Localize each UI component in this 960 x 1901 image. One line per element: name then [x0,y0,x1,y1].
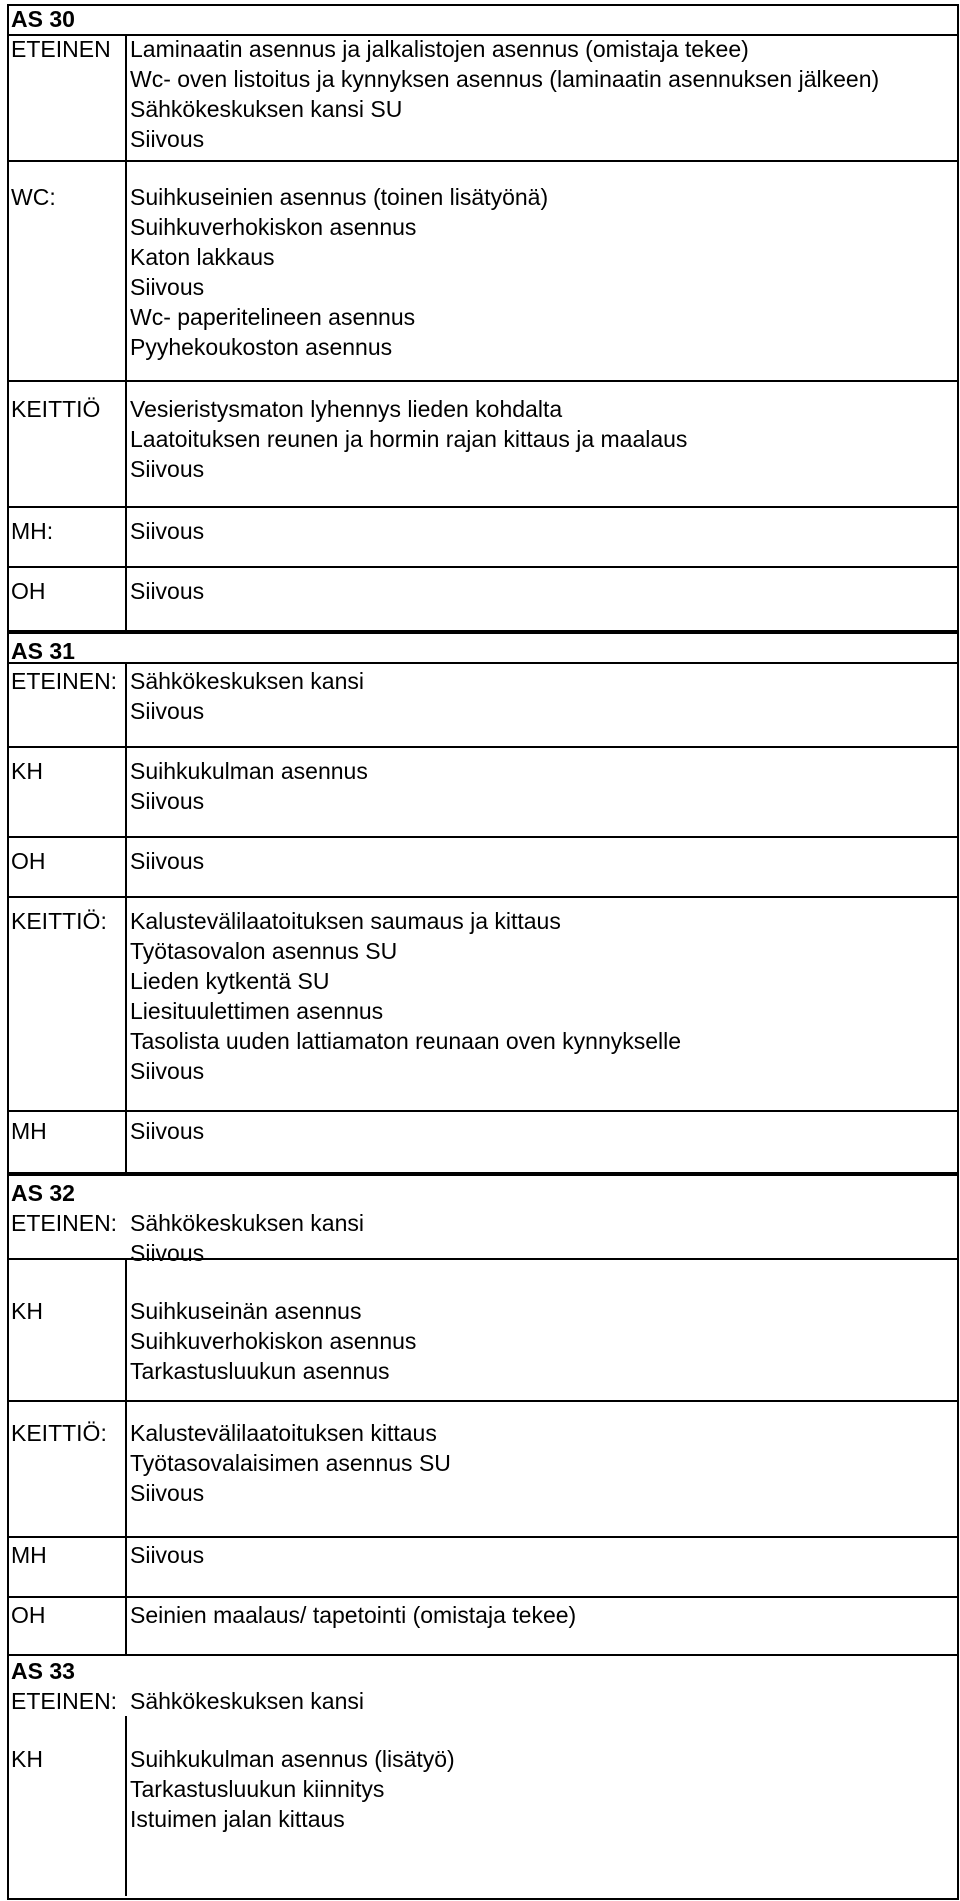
task-item: Siivous [130,1058,205,1084]
row-divider [7,896,959,898]
room-label: MH [11,1542,47,1568]
room-label: MH [11,1118,47,1144]
task-item: Wc- oven listoitus ja kynnyksen asennus (laminaatin asennuksen jälkeen) [130,66,880,92]
apartment-title: AS 33 [11,1658,75,1684]
task-item: Kalustevälilaatoituksen saumaus ja kittaus [130,908,561,934]
task-item: Työtasovalon asennus SU [130,938,398,964]
task-item: Siivous [130,1480,205,1506]
task-item: Työtasovalaisimen asennus SU [130,1450,451,1476]
task-item: Lieden kytkentä SU [130,968,330,994]
task-item: Seinien maalaus/ tapetointi (omistaja tekee) [130,1602,577,1628]
task-item: Siivous [130,518,205,544]
room-label: OH [11,848,46,874]
task-item: Kalustevälilaatoituksen kittaus [130,1420,437,1446]
task-item: Sähkökeskuksen kansi [130,668,364,694]
room-label: ETEINEN [11,36,111,62]
task-item: Pyyhekoukoston asennus [130,334,393,360]
task-item: Sähkökeskuksen kansi SU [130,96,403,122]
section-divider [7,1172,959,1176]
room-label: KEITTIÖ: [11,908,107,934]
row-divider [7,662,959,664]
task-item: Siivous [130,126,205,152]
task-item: Siivous [130,1118,205,1144]
task-item: Sähkökeskuksen kansi [130,1688,364,1714]
task-item: Liesituulettimen asennus [130,998,384,1024]
row-divider [7,836,959,838]
task-item: Siivous [130,456,205,482]
room-label: OH [11,1602,46,1628]
task-item: Laatoituksen reunen ja hormin rajan kittaus ja maalaus [130,426,688,452]
room-label: KEITTIÖ [11,396,101,422]
room-label: WC: [11,184,56,210]
apartment-title: AS 31 [11,638,75,664]
task-item: Siivous [130,1240,205,1266]
room-label: KH [11,1298,43,1324]
task-item: Siivous [130,274,205,300]
row-divider [7,1654,959,1656]
task-item: Tasolista uuden lattiamaton reunaan oven kynnykselle [130,1028,682,1054]
task-item: Siivous [130,788,205,814]
row-divider [7,746,959,748]
room-label: KH [11,758,43,784]
task-item: Siivous [130,578,205,604]
column-divider [125,34,127,630]
task-item: Suihkukulman asennus [130,758,368,784]
task-item: Tarkastusluukun asennus [130,1358,390,1384]
task-item: Vesieristysmaton lyhennys lieden kohdalta [130,396,563,422]
row-divider [7,1596,959,1598]
top-border [7,4,959,6]
task-item: Suihkuseinien asennus (toinen lisätyönä) [130,184,549,210]
room-label: OH [11,578,46,604]
task-item: Suihkuseinän asennus [130,1298,362,1324]
room-label: KEITTIÖ: [11,1420,107,1446]
row-divider [7,1400,959,1402]
task-item: Suihkuverhokiskon asennus [130,214,417,240]
column-divider [125,662,127,1172]
task-item: Suihkuverhokiskon asennus [130,1328,417,1354]
row-divider [7,1536,959,1538]
task-item: Sähkökeskuksen kansi [130,1210,364,1236]
task-item: Siivous [130,698,205,724]
column-divider [125,1258,127,1654]
room-label: KH [11,1746,43,1772]
row-divider [7,380,959,382]
task-item: Katon lakkaus [130,244,275,270]
task-item: Siivous [130,1542,205,1568]
task-item: Laminaatin asennus ja jalkalistojen asennus (omistaja tekee) [130,36,749,62]
task-item: Istuimen jalan kittaus [130,1806,345,1832]
task-item: Suihkukulman asennus (lisätyö) [130,1746,455,1772]
row-divider [7,506,959,508]
room-label: ETEINEN: [11,668,118,694]
row-divider [7,566,959,568]
task-item: Wc- paperitelineen asennus [130,304,416,330]
row-divider [7,1110,959,1112]
room-label: ETEINEN: [11,1688,118,1714]
task-item: Siivous [130,848,205,874]
room-label: ETEINEN: [11,1210,118,1236]
section-divider [7,630,959,634]
row-divider [7,160,959,162]
apartment-title: AS 32 [11,1180,75,1206]
room-label: MH: [11,518,54,544]
column-divider [125,1716,127,1896]
apartment-title: AS 30 [11,6,75,32]
task-item: Tarkastusluukun kiinnitys [130,1776,385,1802]
